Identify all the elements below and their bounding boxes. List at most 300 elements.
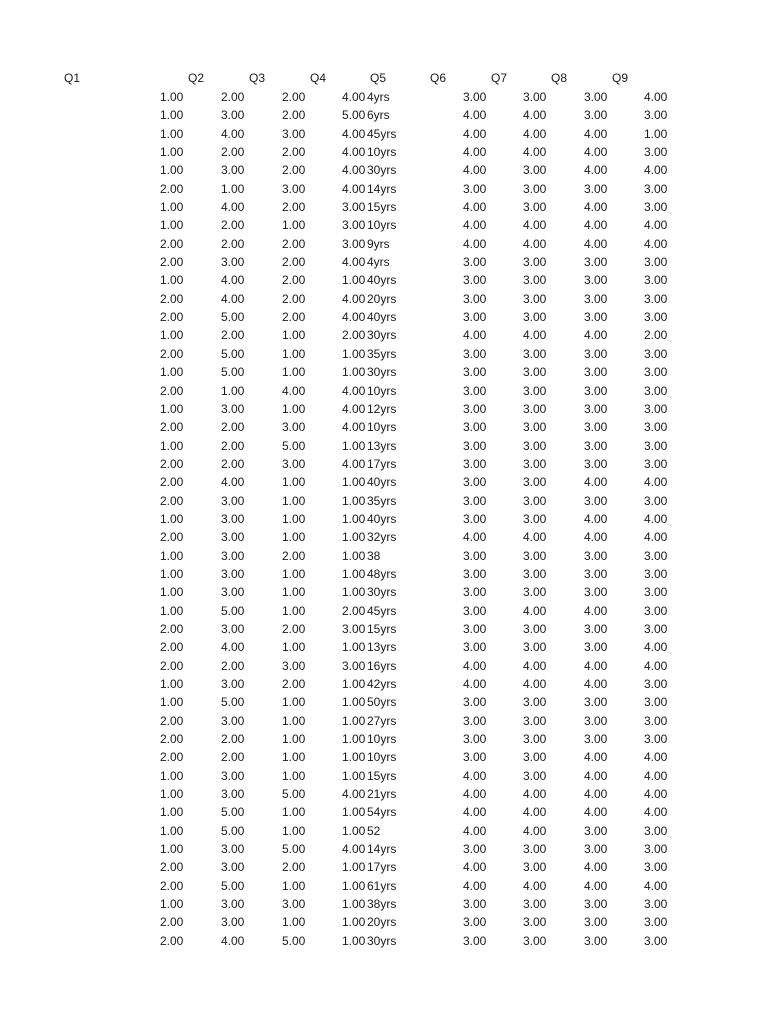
table-cell: 1.00 xyxy=(160,566,184,581)
table-cell: 21yrs xyxy=(367,787,397,802)
table-cell: 1.00 xyxy=(342,878,366,893)
table-cell: 3.00 xyxy=(644,566,668,581)
table-cell: 1.00 xyxy=(342,365,366,380)
table-cell: 6yrs xyxy=(367,108,390,123)
table-cell: 3.00 xyxy=(523,915,547,930)
table-cell: 3.00 xyxy=(221,493,245,508)
table-cell: 3.00 xyxy=(463,420,487,435)
table-cell: 38yrs xyxy=(367,897,397,912)
table-cell: 1.00 xyxy=(342,640,366,655)
table-cell: 2.00 xyxy=(221,456,245,471)
table-cell: 10yrs xyxy=(367,420,397,435)
table-cell: 1.00 xyxy=(342,695,366,710)
table-cell: 3.00 xyxy=(644,145,668,160)
table-cell: 1.00 xyxy=(342,933,366,948)
table-cell: 3.00 xyxy=(584,90,608,104)
table-cell: 4.00 xyxy=(584,145,608,160)
table-cell: 3.00 xyxy=(221,787,245,802)
table-cell: 3.00 xyxy=(221,511,245,526)
table-cell: 4.00 xyxy=(463,768,487,783)
table-cell: 3.00 xyxy=(644,823,668,838)
table-cell: 5.00 xyxy=(282,787,306,802)
table-cell: 3.00 xyxy=(463,915,487,930)
table-cell: 40yrs xyxy=(367,273,397,288)
table-cell: 1.00 xyxy=(282,750,306,765)
table-cell: 14yrs xyxy=(367,842,397,857)
table-cell: 3.00 xyxy=(523,548,547,563)
table-cell: 3.00 xyxy=(463,713,487,728)
column-header-q1: Q1 xyxy=(64,71,81,85)
table-cell: 3.00 xyxy=(463,566,487,581)
table-cell: 4.00 xyxy=(584,677,608,691)
table-cell: 2.00 xyxy=(282,291,306,306)
table-row xyxy=(0,271,768,289)
table-cell: 2.00 xyxy=(160,181,184,196)
table-row xyxy=(0,932,768,950)
table-cell: 1.00 xyxy=(160,328,184,343)
table-cell: 2.00 xyxy=(221,236,245,251)
table-cell: 4.00 xyxy=(221,475,245,490)
table-cell: 4.00 xyxy=(644,805,668,820)
table-cell: 4.00 xyxy=(523,677,547,691)
table-cell: 20yrs xyxy=(367,291,397,306)
table-cell: 3.00 xyxy=(523,273,547,288)
table-cell: 1.00 xyxy=(282,603,306,618)
table-cell: 4.00 xyxy=(463,658,487,673)
table-cell: 2.00 xyxy=(160,933,184,948)
table-cell: 45yrs xyxy=(367,603,397,618)
table-cell: 1.00 xyxy=(282,585,306,600)
table-cell: 3.00 xyxy=(584,401,608,416)
table-cell: 4.00 xyxy=(463,823,487,838)
table-row xyxy=(0,620,768,638)
table-cell: 4yrs xyxy=(367,90,390,104)
table-cell: 40yrs xyxy=(367,310,397,325)
table-cell: 4.00 xyxy=(523,823,547,838)
table-cell: 1.00 xyxy=(282,695,306,710)
table-cell: 4.00 xyxy=(584,787,608,802)
table-cell: 3.00 xyxy=(523,200,547,215)
table-cell: 2.00 xyxy=(282,255,306,270)
table-row xyxy=(0,253,768,271)
table-cell: 1.00 xyxy=(342,768,366,783)
table-cell: 4.00 xyxy=(342,787,366,802)
table-cell: 27yrs xyxy=(367,713,397,728)
table-cell: 5.00 xyxy=(221,695,245,710)
table-cell: 3.00 xyxy=(644,346,668,361)
column-header-q9: Q9 xyxy=(612,71,629,85)
table-cell: 3.00 xyxy=(221,163,245,178)
table-cell: 3.00 xyxy=(644,200,668,215)
table-cell: 5.00 xyxy=(221,805,245,820)
table-cell: 3.00 xyxy=(463,255,487,270)
table-cell: 1.00 xyxy=(160,768,184,783)
table-cell: 12yrs xyxy=(367,401,397,416)
table-cell: 4.00 xyxy=(463,218,487,233)
table-cell: 4.00 xyxy=(523,108,547,123)
table-cell: 3.00 xyxy=(584,108,608,123)
table-row xyxy=(0,345,768,363)
table-cell: 3.00 xyxy=(584,493,608,508)
table-cell: 3.00 xyxy=(463,585,487,600)
table-cell: 3.00 xyxy=(221,768,245,783)
table-cell: 54yrs xyxy=(367,805,397,820)
table-cell: 1.00 xyxy=(342,677,366,691)
table-cell: 2.00 xyxy=(282,860,306,875)
table-cell: 1.00 xyxy=(160,145,184,160)
table-cell: 1.00 xyxy=(282,493,306,508)
table-cell: 1.00 xyxy=(282,346,306,361)
table-cell: 3.00 xyxy=(221,401,245,416)
table-cell: 5.00 xyxy=(282,842,306,857)
table-cell: 4.00 xyxy=(584,860,608,875)
table-cell: 2.00 xyxy=(221,732,245,747)
table-cell: 1.00 xyxy=(160,273,184,288)
table-cell: 3.00 xyxy=(584,548,608,563)
table-cell: 3.00 xyxy=(584,585,608,600)
table-cell: 3.00 xyxy=(644,695,668,710)
table-cell: 2.00 xyxy=(282,310,306,325)
table-cell: 1.00 xyxy=(160,163,184,178)
table-cell: 2.00 xyxy=(221,438,245,453)
table-cell: 4.00 xyxy=(221,640,245,655)
table-row xyxy=(0,400,768,418)
table-cell: 3.00 xyxy=(221,566,245,581)
table-cell: 3.00 xyxy=(463,90,487,104)
table-cell: 4.00 xyxy=(584,163,608,178)
table-cell: 2.00 xyxy=(160,732,184,747)
table-cell: 3.00 xyxy=(523,585,547,600)
table-cell: 5.00 xyxy=(221,878,245,893)
column-header-q3: Q3 xyxy=(249,71,266,85)
table-cell: 40yrs xyxy=(367,511,397,526)
table-cell: 4.00 xyxy=(463,145,487,160)
column-header-q2: Q2 xyxy=(188,71,205,85)
table-cell: 1.00 xyxy=(282,328,306,343)
table-cell: 2.00 xyxy=(282,200,306,215)
table-cell: 1.00 xyxy=(342,860,366,875)
table-cell: 3.00 xyxy=(463,493,487,508)
table-cell: 4.00 xyxy=(644,658,668,673)
table-cell: 3.00 xyxy=(282,658,306,673)
column-header-q6: Q6 xyxy=(430,71,447,85)
table-cell: 2.00 xyxy=(160,493,184,508)
table-cell: 3.00 xyxy=(463,842,487,857)
table-cell: 15yrs xyxy=(367,621,397,636)
table-cell: 3.00 xyxy=(644,438,668,453)
table-cell: 10yrs xyxy=(367,145,397,160)
table-cell: 3.00 xyxy=(523,401,547,416)
table-cell: 1.00 xyxy=(342,475,366,490)
table-cell: 3.00 xyxy=(644,732,668,747)
table-cell: 2.00 xyxy=(160,621,184,636)
table-cell: 4.00 xyxy=(463,530,487,545)
table-cell: 4.00 xyxy=(644,530,668,545)
table-cell: 2.00 xyxy=(282,677,306,691)
table-cell: 4.00 xyxy=(463,328,487,343)
table-cell: 1.00 xyxy=(160,585,184,600)
table-cell: 1.00 xyxy=(342,273,366,288)
table-row xyxy=(0,895,768,913)
table-cell: 3.00 xyxy=(282,126,306,141)
table-row xyxy=(0,822,768,840)
table-cell: 3.00 xyxy=(644,897,668,912)
table-cell: 30yrs xyxy=(367,585,397,600)
table-cell: 5.00 xyxy=(282,933,306,948)
table-cell: 3.00 xyxy=(463,346,487,361)
table-cell: 1.00 xyxy=(160,90,184,104)
table-cell: 2.00 xyxy=(160,291,184,306)
table-cell: 3.00 xyxy=(584,732,608,747)
table-row xyxy=(0,730,768,748)
table-cell: 3.00 xyxy=(644,915,668,930)
table-cell: 2.00 xyxy=(160,420,184,435)
table-row xyxy=(0,455,768,473)
table-row xyxy=(0,913,768,931)
table-cell: 10yrs xyxy=(367,750,397,765)
table-cell: 3.00 xyxy=(523,420,547,435)
table-cell: 3.00 xyxy=(584,273,608,288)
table-cell: 1.00 xyxy=(160,787,184,802)
table-row xyxy=(0,675,768,693)
table-cell: 3.00 xyxy=(584,915,608,930)
table-cell: 4.00 xyxy=(523,787,547,802)
table-cell: 4.00 xyxy=(584,236,608,251)
table-cell: 1.00 xyxy=(160,805,184,820)
table-cell: 1.00 xyxy=(160,603,184,618)
table-cell: 4.00 xyxy=(523,328,547,343)
table-cell: 3.00 xyxy=(584,291,608,306)
table-cell: 1.00 xyxy=(160,200,184,215)
table-cell: 4.00 xyxy=(523,126,547,141)
table-cell: 4.00 xyxy=(342,291,366,306)
table-cell: 3.00 xyxy=(221,530,245,545)
table-cell: 3.00 xyxy=(584,255,608,270)
table-cell: 3.00 xyxy=(221,255,245,270)
table-cell: 4.00 xyxy=(584,658,608,673)
table-cell: 3.00 xyxy=(523,255,547,270)
table-cell: 3.00 xyxy=(282,456,306,471)
table-row xyxy=(0,363,768,381)
table-cell: 1.00 xyxy=(342,566,366,581)
table-cell: 2.00 xyxy=(282,163,306,178)
table-cell: 1.00 xyxy=(160,438,184,453)
table-cell: 4.00 xyxy=(644,236,668,251)
table-cell: 2.00 xyxy=(160,475,184,490)
table-cell: 1.00 xyxy=(342,438,366,453)
table-cell: 3.00 xyxy=(463,603,487,618)
table-row xyxy=(0,785,768,803)
table-cell: 1.00 xyxy=(282,511,306,526)
table-cell: 4.00 xyxy=(463,805,487,820)
table-cell: 3.00 xyxy=(221,677,245,691)
table-cell: 2.00 xyxy=(221,420,245,435)
table-cell: 3.00 xyxy=(463,310,487,325)
table-cell: 3.00 xyxy=(342,621,366,636)
table-cell: 1.00 xyxy=(221,181,245,196)
table-cell: 9yrs xyxy=(367,236,390,251)
table-cell: 4.00 xyxy=(523,805,547,820)
table-cell: 1.00 xyxy=(282,878,306,893)
table-row xyxy=(0,693,768,711)
table-cell: 3.00 xyxy=(463,401,487,416)
table-cell: 3.00 xyxy=(463,383,487,398)
table-cell: 4.00 xyxy=(584,218,608,233)
table-cell: 3.00 xyxy=(523,842,547,857)
table-cell: 3.00 xyxy=(282,181,306,196)
table-cell: 3.00 xyxy=(221,585,245,600)
table-cell: 2.00 xyxy=(282,273,306,288)
table-row xyxy=(0,106,768,124)
table-row xyxy=(0,308,768,326)
table-cell: 3.00 xyxy=(221,713,245,728)
table-cell: 61yrs xyxy=(367,878,397,893)
table-cell: 3.00 xyxy=(584,823,608,838)
table-row xyxy=(0,216,768,234)
table-cell: 3.00 xyxy=(523,897,547,912)
table-row xyxy=(0,602,768,620)
table-cell: 4.00 xyxy=(523,145,547,160)
table-cell: 50yrs xyxy=(367,695,397,710)
table-cell: 2.00 xyxy=(160,878,184,893)
table-cell: 4.00 xyxy=(523,218,547,233)
table-cell: 3.00 xyxy=(523,346,547,361)
table-cell: 4.00 xyxy=(463,677,487,691)
table-cell: 4.00 xyxy=(644,90,668,104)
table-cell: 3.00 xyxy=(523,163,547,178)
table-row xyxy=(0,290,768,308)
table-row xyxy=(0,492,768,510)
data-rows xyxy=(0,88,768,950)
table-cell: 4.00 xyxy=(523,530,547,545)
table-cell: 4.00 xyxy=(644,218,668,233)
table-cell: 4.00 xyxy=(644,475,668,490)
table-row xyxy=(0,803,768,821)
table-row xyxy=(0,326,768,344)
table-cell: 2.00 xyxy=(160,383,184,398)
table-cell: 4.00 xyxy=(644,511,668,526)
table-cell: 20yrs xyxy=(367,915,397,930)
table-cell: 2.00 xyxy=(342,603,366,618)
table-cell: 3.00 xyxy=(463,438,487,453)
table-cell: 3.00 xyxy=(221,108,245,123)
table-cell: 1.00 xyxy=(342,511,366,526)
table-row xyxy=(0,198,768,216)
table-cell: 35yrs xyxy=(367,346,397,361)
table-row xyxy=(0,180,768,198)
table-cell: 3.00 xyxy=(523,181,547,196)
table-cell: 1.00 xyxy=(282,732,306,747)
table-cell: 4.00 xyxy=(342,456,366,471)
table-cell: 3.00 xyxy=(342,200,366,215)
table-cell: 3.00 xyxy=(644,677,668,691)
table-cell: 2.00 xyxy=(160,456,184,471)
table-cell: 3.00 xyxy=(221,621,245,636)
table-row xyxy=(0,638,768,656)
table-cell: 1.00 xyxy=(342,548,366,563)
table-cell: 30yrs xyxy=(367,933,397,948)
table-cell: 4.00 xyxy=(463,200,487,215)
table-cell: 4.00 xyxy=(644,878,668,893)
table-cell: 3.00 xyxy=(584,842,608,857)
table-cell: 4.00 xyxy=(342,401,366,416)
table-cell: 2.00 xyxy=(160,750,184,765)
table-cell: 3.00 xyxy=(463,897,487,912)
table-cell: 1.00 xyxy=(282,566,306,581)
table-cell: 4.00 xyxy=(342,90,366,104)
table-cell: 3.00 xyxy=(584,621,608,636)
table-cell: 10yrs xyxy=(367,383,397,398)
table-cell: 1.00 xyxy=(342,897,366,912)
table-cell: 3.00 xyxy=(644,621,668,636)
column-header-q8: Q8 xyxy=(551,71,568,85)
table-cell: 3.00 xyxy=(463,732,487,747)
table-cell: 3.00 xyxy=(644,420,668,435)
table-cell: 1.00 xyxy=(342,530,366,545)
table-row xyxy=(0,88,768,106)
table-cell: 4.00 xyxy=(282,383,306,398)
table-cell: 3.00 xyxy=(644,255,668,270)
table-cell: 2.00 xyxy=(282,90,306,104)
table-row xyxy=(0,437,768,455)
table-cell: 4.00 xyxy=(342,842,366,857)
column-header-q5: Q5 xyxy=(370,71,387,85)
table-cell: 3.00 xyxy=(463,181,487,196)
table-cell: 3.00 xyxy=(523,640,547,655)
table-cell: 4.00 xyxy=(221,933,245,948)
table-cell: 1.00 xyxy=(282,805,306,820)
table-cell: 3.00 xyxy=(644,310,668,325)
table-cell: 3.00 xyxy=(584,897,608,912)
table-cell: 4.00 xyxy=(584,603,608,618)
table-cell: 2.00 xyxy=(342,328,366,343)
table-row xyxy=(0,161,768,179)
table-cell: 5.00 xyxy=(221,365,245,380)
table-cell: 1.00 xyxy=(282,401,306,416)
table-cell: 4.00 xyxy=(523,603,547,618)
table-cell: 4.00 xyxy=(584,878,608,893)
table-cell: 3.00 xyxy=(463,695,487,710)
table-row xyxy=(0,382,768,400)
table-cell: 4.00 xyxy=(342,255,366,270)
table-cell: 3.00 xyxy=(523,732,547,747)
table-row xyxy=(0,748,768,766)
table-cell: 4.00 xyxy=(342,181,366,196)
table-cell: 2.00 xyxy=(160,658,184,673)
table-cell: 3.00 xyxy=(584,933,608,948)
table-cell: 1.00 xyxy=(342,585,366,600)
table-cell: 1.00 xyxy=(282,218,306,233)
table-cell: 2.00 xyxy=(221,328,245,343)
table-cell: 3.00 xyxy=(463,548,487,563)
table-cell: 1.00 xyxy=(160,548,184,563)
table-cell: 32yrs xyxy=(367,530,397,545)
table-cell: 1.00 xyxy=(342,805,366,820)
table-cell: 3.00 xyxy=(523,768,547,783)
table-cell: 3.00 xyxy=(644,291,668,306)
table-cell: 1.00 xyxy=(342,713,366,728)
table-cell: 3.00 xyxy=(644,108,668,123)
table-cell: 5.00 xyxy=(342,108,366,123)
table-cell: 3.00 xyxy=(644,365,668,380)
table-cell: 3.00 xyxy=(463,621,487,636)
table-cell: 3.00 xyxy=(584,566,608,581)
table-cell: 1.00 xyxy=(160,401,184,416)
table-cell: 2.00 xyxy=(282,145,306,160)
table-cell: 3.00 xyxy=(523,750,547,765)
table-cell: 3.00 xyxy=(463,511,487,526)
table-row xyxy=(0,767,768,785)
